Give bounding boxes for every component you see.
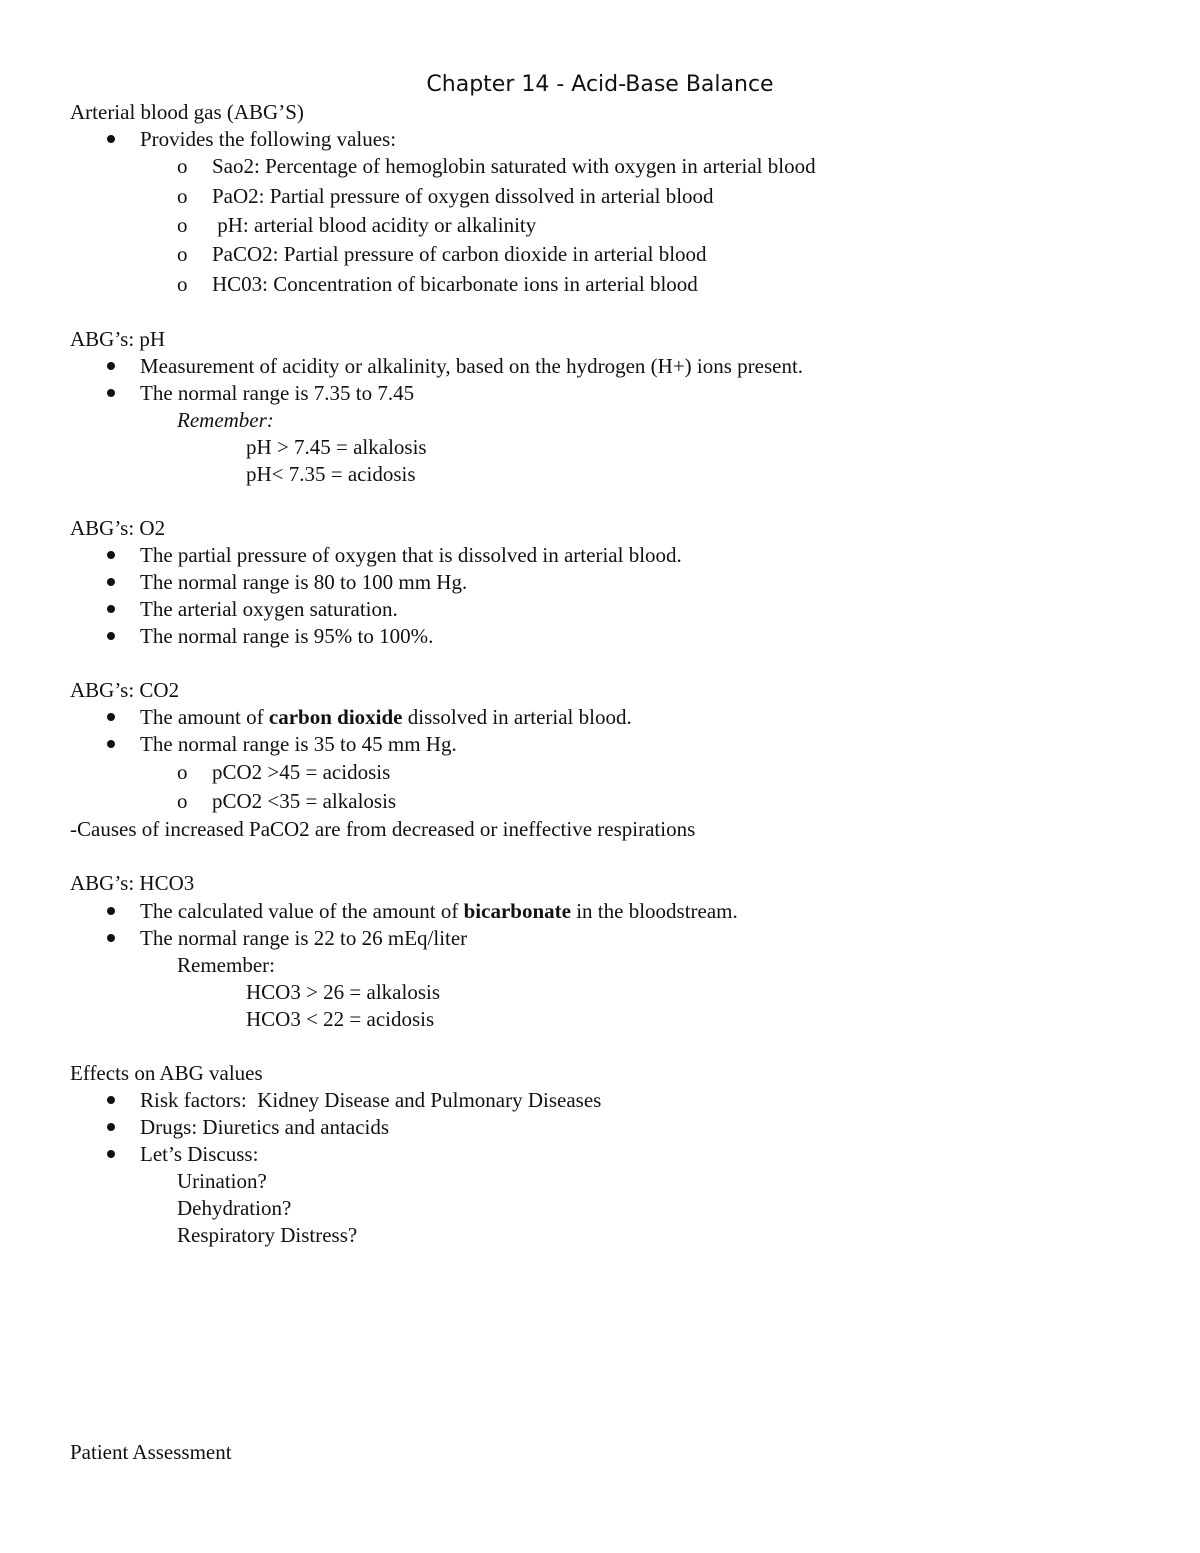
sub-bullet-icon: o — [177, 760, 188, 784]
sub-list-item: Sao2: Percentage of hemoglobin saturated with oxygen in arterial blood — [212, 154, 816, 178]
bullet-icon — [107, 1150, 115, 1158]
sub-bullet-icon: o — [177, 184, 188, 208]
remember-label: Remember: — [177, 953, 275, 977]
rule-line: pH< 7.35 = acidosis — [246, 462, 416, 486]
sub-bullet-icon: o — [177, 213, 188, 237]
section-heading-hco3: ABG’s: HCO3 — [70, 871, 195, 895]
list-item: Measurement of acidity or alkalinity, based on the hydrogen (H+) ions present. — [140, 354, 804, 378]
rule-line: HCO3 < 22 = acidosis — [246, 1007, 435, 1031]
sub-bullet-icon: o — [177, 154, 188, 178]
bold-term: carbon dioxide — [268, 705, 403, 729]
sub-bullet-icon: o — [177, 242, 188, 266]
list-item: The normal range is 22 to 26 mEq/liter — [140, 926, 468, 950]
section-heading-ph: ABG’s: pH — [70, 327, 166, 351]
sub-list-item: PaO2: Partial pressure of oxygen dissolved in arterial blood — [212, 184, 714, 208]
bullet-icon — [107, 713, 115, 721]
section-heading-o2: ABG’s: O2 — [70, 516, 166, 540]
bullet-icon — [107, 389, 115, 397]
list-item: The partial pressure of oxygen that is dissolved in arterial blood. — [140, 543, 682, 567]
bullet-icon — [107, 551, 115, 559]
rule-line: HCO3 > 26 = alkalosis — [246, 980, 441, 1004]
list-item: The normal range is 7.35 to 7.45 — [140, 381, 415, 405]
sub-list-item: pH: arterial blood acidity or alkalinity — [212, 213, 537, 237]
remember-label: Remember: — [177, 408, 274, 432]
page-title: Chapter 14 - Acid-Base Balance — [426, 72, 774, 97]
list-item — [140, 898, 738, 924]
sub-bullet-icon: o — [177, 789, 188, 813]
section-heading-co2: ABG’s: CO2 — [70, 678, 180, 702]
sub-list-item: PaCO2: Partial pressure of carbon dioxide in arterial blood — [212, 242, 707, 266]
section-heading-abg: Arterial blood gas (ABG’S) — [70, 100, 304, 124]
bullet-icon — [107, 907, 115, 915]
list-item-text: dissolved in arterial blood. — [402, 705, 632, 729]
list-item: Provides the following values: — [140, 127, 397, 151]
bullet-icon — [107, 1123, 115, 1131]
list-item: The normal range is 80 to 100 mm Hg. — [140, 570, 468, 594]
bullet-icon — [107, 578, 115, 586]
list-item: Let’s Discuss: — [140, 1142, 259, 1166]
list-item-text: The amount of — [140, 705, 269, 729]
bullet-icon — [107, 632, 115, 640]
bullet-icon — [107, 740, 115, 748]
discuss-item: Dehydration? — [177, 1196, 292, 1220]
bullet-icon — [107, 934, 115, 942]
sub-list-item: HC03: Concentration of bicarbonate ions in arterial blood — [212, 272, 698, 296]
list-item: Drugs: Diuretics and antacids — [140, 1115, 390, 1139]
list-item-text: in the bloodstream. — [570, 899, 738, 923]
sub-list-item: pCO2 <35 = alkalosis — [212, 789, 397, 813]
discuss-item: Urination? — [177, 1169, 267, 1193]
bold-term: bicarbonate — [463, 899, 571, 923]
bullet-icon — [107, 1096, 115, 1104]
note-line: -Causes of increased PaCO2 are from decreased or ineffective respirations — [70, 817, 696, 841]
list-item: The arterial oxygen saturation. — [140, 597, 398, 621]
sub-bullet-icon: o — [177, 272, 188, 296]
list-item — [140, 704, 632, 730]
bullet-icon — [107, 362, 115, 370]
list-item: The normal range is 35 to 45 mm Hg. — [140, 732, 457, 756]
list-item: The normal range is 95% to 100%. — [140, 624, 434, 648]
sub-list-item: pCO2 >45 = acidosis — [212, 760, 391, 784]
bullet-icon — [107, 135, 115, 143]
list-item: Risk factors: Kidney Disease and Pulmonary Diseases — [140, 1088, 602, 1112]
section-heading-effects: Effects on ABG values — [70, 1061, 263, 1085]
bullet-icon — [107, 605, 115, 613]
rule-line: pH > 7.45 = alkalosis — [246, 435, 427, 459]
section-heading-patient-assessment: Patient Assessment — [70, 1440, 232, 1464]
list-item-text: The calculated value of the amount of — [140, 899, 464, 923]
discuss-item: Respiratory Distress? — [177, 1223, 358, 1247]
